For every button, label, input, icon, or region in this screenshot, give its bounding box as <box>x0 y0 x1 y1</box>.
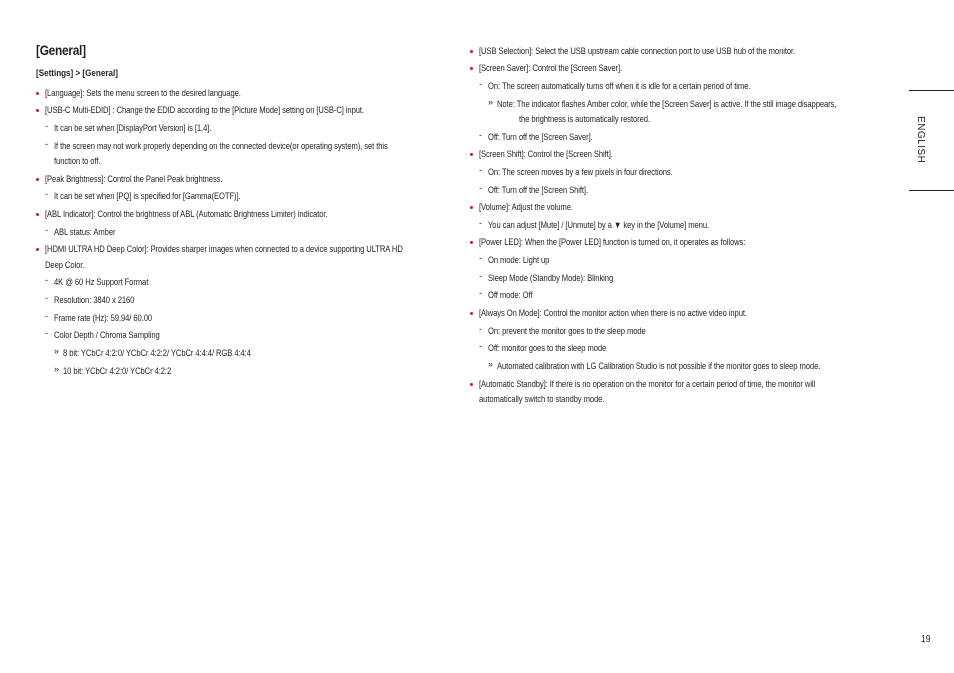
side-rule-top <box>909 90 954 91</box>
list-item-text: Off mode: Off <box>488 290 533 300</box>
list-item-text: It can be set when [DisplayPort Version] is [1.4]. <box>54 123 212 133</box>
list-item-text: Off: monitor goes to the sleep mode <box>488 343 607 353</box>
raquo-icon: » <box>54 346 60 356</box>
list-item-text: Color Depth / Chroma Sampling <box>54 330 160 340</box>
dash-icon: - <box>45 293 48 303</box>
bullet-icon <box>470 50 473 53</box>
list-item-text: [USB-C Multi-EDID] : Change the EDID according to the [Picture Mode] setting on [USB-C] input. <box>45 105 364 115</box>
list-item-text: Off: Turn off the [Screen Saver]. <box>488 132 593 142</box>
bullet-icon <box>470 206 473 209</box>
bullet-icon <box>470 153 473 156</box>
raquo-icon: » <box>488 359 494 369</box>
dash-icon: - <box>45 121 48 131</box>
list-item-text: [Screen Saver]: Control the [Screen Saver]. <box>479 63 623 73</box>
list-item-text: On: The screen moves by a few pixels in four directions. <box>488 167 673 177</box>
list-item-text: [Automatic Standby]: If there is no operation on the monitor for a certain period of time, the monitor will <box>479 379 816 389</box>
dash-icon: - <box>479 288 482 298</box>
bullet-icon <box>36 248 39 251</box>
list-item-text: Automated calibration with LG Calibration Studio is not possible if the monitor goes to sleep mode. <box>497 361 821 371</box>
bullet-icon <box>36 109 39 112</box>
dash-icon: - <box>479 130 482 140</box>
list-item-text: [ABL Indicator]: Control the brightness of ABL (Automatic Brightness Limiter) indicator. <box>45 209 328 219</box>
bullet-icon <box>36 92 39 95</box>
bullet-icon <box>470 67 473 70</box>
list-item-text: [USB Selection]: Select the USB upstream cable connection port to use USB hub of the monitor. <box>479 46 796 56</box>
list-item-text: [Peak Brightness]: Control the Panel Peak brightness. <box>45 174 223 184</box>
dash-icon: - <box>479 341 482 351</box>
list-item-text: On: The screen automatically turns off when it is idle for a certain period of time. <box>488 81 751 91</box>
language-side-label: ENGLISH <box>915 116 926 164</box>
dash-icon: - <box>479 324 482 334</box>
dash-icon: - <box>45 311 48 321</box>
list-item-text: function to off. <box>54 156 101 166</box>
list-item-text: the brightness is automatically restored. <box>519 114 650 124</box>
list-item-text: If the screen may not work properly depending on the connected device(or operating system), set this <box>54 141 388 151</box>
breadcrumb: [Settings] > [General] <box>36 68 118 79</box>
list-item-text: You can adjust [Mute] / [Unmute] by a ▼ key in the [Volume] menu. <box>488 220 710 230</box>
list-item-text: 8 bit: YCbCr 4:2:0/ YCbCr 4:2:2/ YCbCr 4:4:4/ RGB 4:4:4 <box>63 348 251 358</box>
list-item-text: Deep Color. <box>45 260 85 270</box>
raquo-icon: » <box>488 97 494 107</box>
bullet-icon <box>470 241 473 244</box>
dash-icon: - <box>45 139 48 149</box>
list-item-text: [Screen Shift]: Control the [Screen Shift]. <box>479 149 613 159</box>
list-item-text: [Always On Mode]: Control the monitor action when there is no active video input. <box>479 308 747 318</box>
list-item-text: [Power LED]: When the [Power LED] function is turned on, it operates as follows: <box>479 237 746 247</box>
list-item-text: It can be set when [PQ] is specified for [Gamma(EOTF)]. <box>54 191 241 201</box>
list-item-text: 10 bit: YCbCr 4:2:0/ YCbCr 4:2:2 <box>63 366 172 376</box>
side-rule-bottom <box>909 190 954 191</box>
list-item-text: Note: The indicator flashes Amber color, while the [Screen Saver] is active. If the still image disappears, <box>497 99 837 109</box>
raquo-icon: » <box>54 364 60 374</box>
dash-icon: - <box>479 165 482 175</box>
bullet-icon <box>36 213 39 216</box>
dash-icon: - <box>479 271 482 281</box>
list-item-text: Sleep Mode (Standby Mode): Blinking <box>488 273 614 283</box>
list-item-text: [HDMI ULTRA HD Deep Color]: Provides sharper images when connected to a device supporting ULTRA HD <box>45 244 403 254</box>
dash-icon: - <box>45 328 48 338</box>
dash-icon: - <box>479 183 482 193</box>
bullet-icon <box>470 383 473 386</box>
dash-icon: - <box>45 275 48 285</box>
list-item-text: On mode: Light up <box>488 255 550 265</box>
dash-icon: - <box>479 253 482 263</box>
bullet-icon <box>470 312 473 315</box>
page-number: 19 <box>921 634 931 645</box>
dash-icon: - <box>45 225 48 235</box>
list-item-text: ABL status: Amber <box>54 227 116 237</box>
list-item-text: Off: Turn off the [Screen Shift]. <box>488 185 588 195</box>
list-item-text: 4K @ 60 Hz Support Format <box>54 277 149 287</box>
list-item-text: [Volume]: Adjust the volume. <box>479 202 573 212</box>
dash-icon: - <box>479 218 482 228</box>
list-item-text: automatically switch to standby mode. <box>479 394 605 404</box>
list-item-text: On: prevent the monitor goes to the sleep mode <box>488 326 646 336</box>
bullet-icon <box>36 178 39 181</box>
section-title: [General] <box>36 43 86 58</box>
list-item-text: Resolution: 3840 x 2160 <box>54 295 135 305</box>
dash-icon: - <box>479 79 482 89</box>
list-item-text: [Language]: Sets the menu screen to the desired language. <box>45 88 241 98</box>
dash-icon: - <box>45 189 48 199</box>
list-item-text: Frame rate (Hz): 59.94/ 60.00 <box>54 313 153 323</box>
